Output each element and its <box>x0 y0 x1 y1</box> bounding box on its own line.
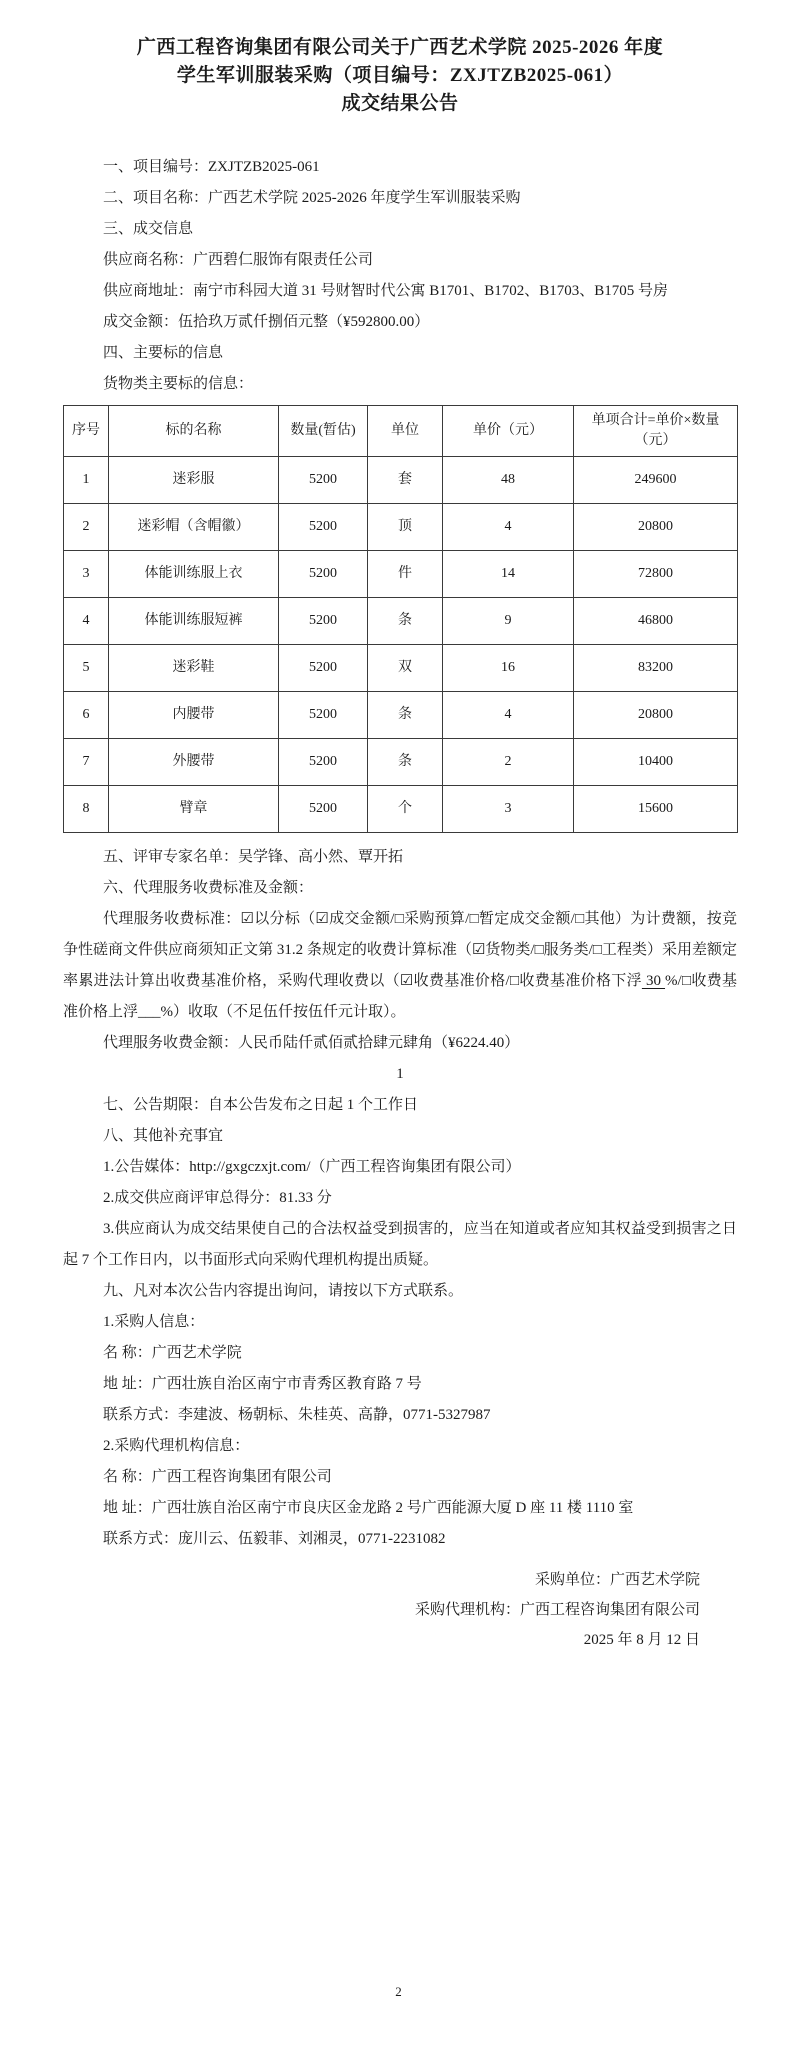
goods-table-header-index: 序号 <box>64 406 109 457</box>
cell-quantity: 5200 <box>279 692 368 739</box>
agency-fee-standard-post: %/□收费基准价格上浮___%）收取（不足伍仟按伍仟元计取）。 <box>63 973 738 1020</box>
cell-unit-price: 48 <box>443 457 574 504</box>
goods-table-row <box>64 786 738 833</box>
goods-table-row <box>64 645 738 692</box>
cell-index: 5 <box>64 645 109 692</box>
cell-unit-price: 9 <box>443 598 574 645</box>
deal-amount-line: 成交金额：伍拾玖万贰仟捌佰元整（¥592800.00） <box>103 314 430 330</box>
announcement-period-line: 七、公告期限：自本公告发布之日起 1 个工作日 <box>103 1097 419 1113</box>
agency-fee-standard-paragraph <box>63 904 737 1028</box>
goods-subject-line: 货物类主要标的信息： <box>103 376 254 392</box>
cell-subtotal: 15600 <box>574 786 738 833</box>
cell-quantity: 5200 <box>279 786 368 833</box>
document-title-line-3: 成交结果公告 <box>341 93 459 114</box>
deal-info-heading: 三、成交信息 <box>103 221 194 237</box>
cell-unit: 条 <box>368 739 443 786</box>
cell-quantity: 5200 <box>279 739 368 786</box>
signature-date-line: 2025 年 8 月 12 日 <box>583 1632 700 1648</box>
cell-quantity: 5200 <box>279 457 368 504</box>
objection-notice-paragraph: 3.供应商认为成交结果使自己的合法权益受到损害的，应当在知道或者应知其权益受到损害之日起 7 个工作日内，以书面形式向采购代理机构提出质疑。 <box>63 1221 737 1268</box>
cell-index: 1 <box>64 457 109 504</box>
signature-block <box>63 1565 700 1655</box>
experts-list-line: 五、评审专家名单：吴学锋、高小然、覃开拓 <box>103 849 404 865</box>
cell-unit-price: 4 <box>443 504 574 551</box>
goods-table-header-subtotal: 单项合计=单价×数量（元） <box>574 406 738 457</box>
agency-fee-amount-line: 代理服务收费金额：人民币陆仟贰佰贰拾肆元肆角（¥6224.40） <box>103 1035 520 1051</box>
page-2-number: 2 <box>395 1984 402 1999</box>
page-1-number: 1 <box>396 1066 404 1082</box>
project-number-line: 一、项目编号：ZXJTZB2025-061 <box>103 159 320 175</box>
agency-address-line: 地 址：广西壮族自治区南宁市良庆区金龙路 2 号广西能源大厦 D 座 11 楼 1110 室 <box>103 1500 634 1516</box>
signature-purchaser-line: 采购单位：广西艺术学院 <box>534 1572 700 1588</box>
agency-fee-heading: 六、代理服务收费标准及金额： <box>103 880 314 896</box>
purchaser-name-line: 名 称：广西艺术学院 <box>103 1345 242 1361</box>
document-title <box>50 34 750 118</box>
cell-index: 4 <box>64 598 109 645</box>
cell-subtotal: 83200 <box>574 645 738 692</box>
cell-unit-price: 2 <box>443 739 574 786</box>
cell-unit: 顶 <box>368 504 443 551</box>
cell-unit: 双 <box>368 645 443 692</box>
contact-section-heading: 九、凡对本次公告内容提出询问，请按以下方式联系。 <box>103 1283 464 1299</box>
cell-unit-price: 14 <box>443 551 574 598</box>
cell-name: 内腰带 <box>109 692 279 739</box>
cell-unit: 个 <box>368 786 443 833</box>
document-title-line-2: 学生军训服装采购（项目编号：ZXJTZB2025-061） <box>176 65 624 86</box>
project-name-line: 二、项目名称：广西艺术学院 2025-2026 年度学生军训服装采购 <box>103 190 521 206</box>
goods-table-header-quantity: 数量(暂估) <box>279 406 368 457</box>
agency-name-line: 名 称：广西工程咨询集团有限公司 <box>103 1469 332 1485</box>
goods-table-row <box>64 692 738 739</box>
cell-name: 迷彩服 <box>109 457 279 504</box>
goods-table-row <box>64 504 738 551</box>
cell-quantity: 5200 <box>279 645 368 692</box>
cell-index: 8 <box>64 786 109 833</box>
cell-name: 体能训练服上衣 <box>109 551 279 598</box>
goods-table-row <box>64 457 738 504</box>
cell-quantity: 5200 <box>279 598 368 645</box>
goods-table-row <box>64 598 738 645</box>
cell-subtotal: 20800 <box>574 692 738 739</box>
goods-table-header-name: 标的名称 <box>109 406 279 457</box>
cell-name: 迷彩鞋 <box>109 645 279 692</box>
goods-table-header-row <box>64 406 738 457</box>
cell-name: 臂章 <box>109 786 279 833</box>
cell-name: 体能训练服短裤 <box>109 598 279 645</box>
cell-unit: 件 <box>368 551 443 598</box>
cell-subtotal: 72800 <box>574 551 738 598</box>
cell-subtotal: 46800 <box>574 598 738 645</box>
purchaser-info-heading: 1.采购人信息： <box>103 1314 205 1330</box>
cell-unit: 条 <box>368 598 443 645</box>
goods-table-row <box>64 551 738 598</box>
cell-index: 2 <box>64 504 109 551</box>
cell-name: 外腰带 <box>109 739 279 786</box>
supplier-name-line: 供应商名称：广西碧仁服饰有限责任公司 <box>103 252 374 268</box>
agency-contact-line: 联系方式：庞川云、伍毅菲、刘湘灵，0771-2231082 <box>103 1531 446 1547</box>
goods-table <box>63 405 738 833</box>
cell-unit-price: 4 <box>443 692 574 739</box>
cell-index: 6 <box>64 692 109 739</box>
subject-info-heading: 四、主要标的信息 <box>103 345 224 361</box>
cell-index: 3 <box>64 551 109 598</box>
cell-quantity: 5200 <box>279 504 368 551</box>
cell-quantity: 5200 <box>279 551 368 598</box>
signature-agency-line: 采购代理机构：广西工程咨询集团有限公司 <box>414 1602 700 1618</box>
document-title-line-1: 广西工程咨询集团有限公司关于广西艺术学院 2025-2026 年度 <box>136 37 664 58</box>
cell-subtotal: 249600 <box>574 457 738 504</box>
cell-index: 7 <box>64 739 109 786</box>
agency-fee-discount-value: 30 <box>641 973 666 989</box>
document-body <box>63 152 737 1555</box>
other-matters-heading: 八、其他补充事宜 <box>103 1128 224 1144</box>
purchaser-address-line: 地 址：广西壮族自治区南宁市青秀区教育路 7 号 <box>103 1376 422 1392</box>
cell-subtotal: 10400 <box>574 739 738 786</box>
cell-name: 迷彩帽（含帽徽） <box>109 504 279 551</box>
purchaser-contact-line: 联系方式：李建波、杨朝标、朱桂英、高静，0771-5327987 <box>103 1407 491 1423</box>
cell-unit: 条 <box>368 692 443 739</box>
agency-fee-standard-pre: 代理服务收费标准：☑以分标（☑成交金额/□采购预算/□暂定成交金额/□其他）为计费额，按竞争性磋商文件供应商须知正文第 31.2 条规定的收费计算标准（☑货物类/□服务类/□工程类）采用差额定率累进法计算出收费基准价格，采购代理收费以（☑收费基准价格/□收费基准价格下浮 <box>63 911 737 989</box>
cell-subtotal: 20800 <box>574 504 738 551</box>
cell-unit-price: 16 <box>443 645 574 692</box>
supplier-score-line: 2.成交供应商评审总得分：81.33 分 <box>103 1190 332 1206</box>
announcement-media-line: 1.公告媒体：http://gxgczxjt.com/（广西工程咨询集团有限公司） <box>103 1159 521 1175</box>
cell-unit-price: 3 <box>443 786 574 833</box>
goods-table-row <box>64 739 738 786</box>
goods-table-header-unit-price: 单价（元） <box>443 406 574 457</box>
cell-unit: 套 <box>368 457 443 504</box>
goods-table-header-unit: 单位 <box>368 406 443 457</box>
supplier-address-line: 供应商地址：南宁市科园大道 31 号财智时代公寓 B1701、B1702、B1703、B1705 号房 <box>103 283 669 299</box>
agency-info-heading: 2.采购代理机构信息： <box>103 1438 250 1454</box>
